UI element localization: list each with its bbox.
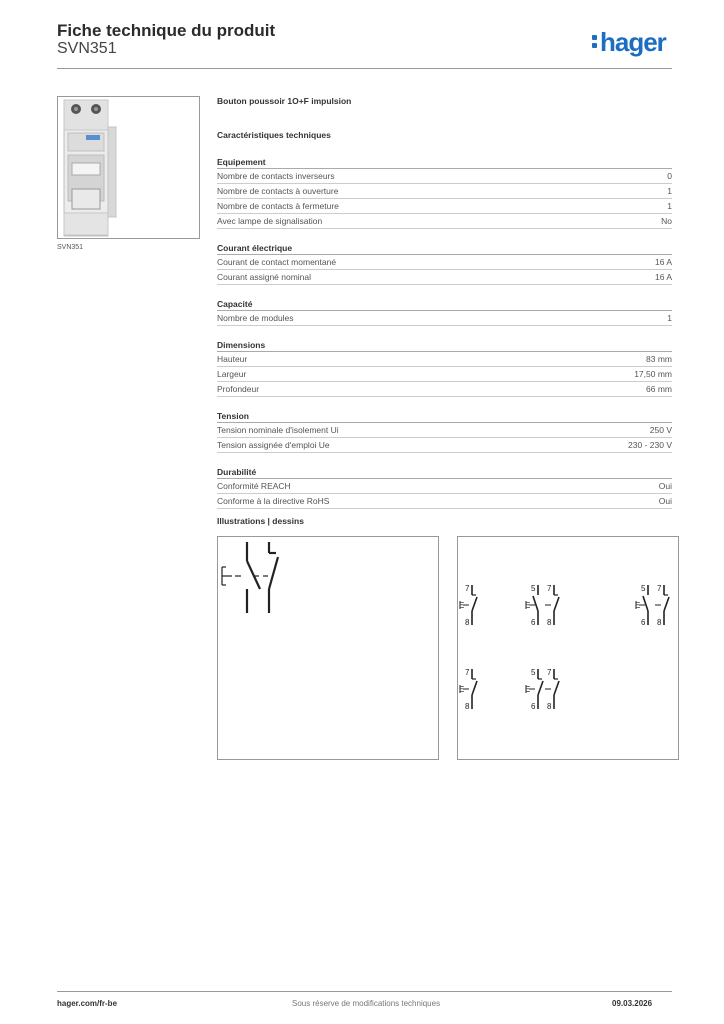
spec-panel — [217, 96, 672, 509]
spec-label: Largeur — [217, 369, 247, 379]
spec-label: Tension assignée d'emploi Ue — [217, 440, 330, 450]
terminal-label: E — [459, 601, 465, 610]
terminal-label: 7 — [657, 584, 662, 593]
product-reference: SVN351 — [57, 40, 117, 57]
spec-value: Oui — [658, 496, 672, 506]
logo-dots-icon — [592, 32, 598, 51]
spec-row — [217, 270, 672, 285]
header-divider — [57, 68, 672, 69]
spec-value: Oui — [658, 481, 672, 491]
spec-label: Profondeur — [217, 384, 260, 394]
spec-label: Courant de contact momentané — [217, 257, 337, 267]
spec-row — [217, 352, 672, 367]
spec-row — [217, 438, 672, 453]
spec-row — [217, 382, 672, 397]
spec-group-title: Tension — [217, 410, 672, 423]
spec-value: 66 mm — [646, 384, 672, 394]
terminal-label: 8 — [657, 618, 662, 627]
modular-pushbutton-image — [58, 97, 199, 238]
spec-value: No — [661, 216, 672, 226]
spec-value: 230 - 230 V — [628, 440, 672, 450]
footer-divider — [57, 991, 672, 992]
spec-row — [217, 214, 672, 229]
spec-group-title: Courant électrique — [217, 242, 672, 255]
spec-label: Nombre de contacts à fermeture — [217, 201, 339, 211]
spec-label: Conformité REACH — [217, 481, 291, 491]
terminal-label: 7 — [547, 584, 552, 593]
spec-label: Nombre de contacts inverseurs — [217, 171, 335, 181]
spec-value: 250 V — [649, 425, 672, 435]
terminal-label: 7 — [465, 584, 470, 593]
spec-group-title: Dimensions — [217, 339, 672, 352]
spec-value: 17,50 mm — [634, 369, 672, 379]
spec-row — [217, 494, 672, 509]
spec-group — [217, 156, 672, 229]
spec-group — [217, 242, 672, 285]
spec-label: Courant assigné nominal — [217, 272, 312, 282]
spec-row — [217, 255, 672, 270]
spec-value: 1 — [667, 186, 672, 196]
pushbutton-symbol-drawing — [218, 537, 438, 759]
spec-value: 1 — [667, 313, 672, 323]
spec-heading: Caractéristiques techniques — [217, 130, 331, 140]
spec-group-title: Durabilité — [217, 466, 672, 479]
terminal-label: 7 — [547, 668, 552, 677]
hager-logo — [592, 27, 666, 58]
page-title: Fiche technique du produit — [57, 21, 276, 40]
terminal-label: E — [525, 685, 531, 694]
spec-group-title: Equipement — [217, 156, 672, 169]
spec-value: 1 — [667, 201, 672, 211]
spec-row — [217, 184, 672, 199]
spec-value: 16 A — [654, 272, 672, 282]
illustrations-title: Illustrations | dessins — [217, 516, 304, 526]
spec-row — [217, 367, 672, 382]
spec-label: Tension nominale d'isolement Ui — [217, 425, 339, 435]
footer-disclaimer: Sous réserve de modifications techniques — [292, 999, 441, 1008]
photo-caption: SVN351 — [57, 244, 84, 251]
terminal-label: 8 — [547, 702, 552, 711]
terminal-label: 8 — [547, 618, 552, 627]
contact-symbol — [459, 584, 477, 627]
terminal-label: 6 — [531, 618, 536, 627]
spec-group — [217, 466, 672, 509]
spec-label: Avec lampe de signalisation — [217, 216, 323, 226]
spec-group — [217, 298, 672, 326]
terminal-label: E — [635, 601, 641, 610]
terminal-label: 8 — [465, 702, 470, 711]
spec-value: 0 — [667, 171, 672, 181]
spec-value: 16 A — [654, 257, 672, 267]
spec-group-title: Capacité — [217, 298, 672, 311]
spec-label: Conforme à la directive RoHS — [217, 496, 330, 506]
terminal-label: 6 — [531, 702, 536, 711]
spec-row — [217, 423, 672, 438]
terminal-label: 5 — [641, 584, 646, 593]
spec-label: Nombre de modules — [217, 313, 294, 323]
terminal-label: E — [525, 601, 531, 610]
contact-variants-drawing — [458, 537, 678, 759]
spec-value: 83 mm — [646, 354, 672, 364]
logo-text: hager — [600, 27, 666, 57]
spec-row — [217, 311, 672, 326]
spec-groups — [217, 156, 672, 509]
terminal-label: E — [459, 685, 465, 694]
terminal-label: 6 — [641, 618, 646, 627]
contact-symbol — [459, 668, 477, 711]
contact-symbol — [635, 584, 669, 627]
product-photo — [57, 96, 200, 239]
terminal-label: 7 — [465, 668, 470, 677]
spec-group — [217, 339, 672, 397]
spec-row — [217, 169, 672, 184]
spec-group — [217, 410, 672, 453]
spec-row — [217, 479, 672, 494]
spec-label: Hauteur — [217, 354, 248, 364]
terminal-label: 5 — [531, 668, 536, 677]
terminal-label: 8 — [465, 618, 470, 627]
spec-label: Nombre de contacts à ouverture — [217, 186, 339, 196]
footer-website: hager.com/fr-be — [57, 999, 118, 1008]
terminal-label: 5 — [531, 584, 536, 593]
product-name: Bouton poussoir 1O+F impulsion — [217, 96, 352, 106]
illustration-contact-variants — [457, 536, 679, 760]
illustration-main-symbol — [217, 536, 439, 760]
contact-symbol — [525, 584, 559, 627]
footer-date: 09.03.2026 — [612, 999, 653, 1008]
contact-symbol — [525, 668, 559, 711]
spec-row — [217, 199, 672, 214]
